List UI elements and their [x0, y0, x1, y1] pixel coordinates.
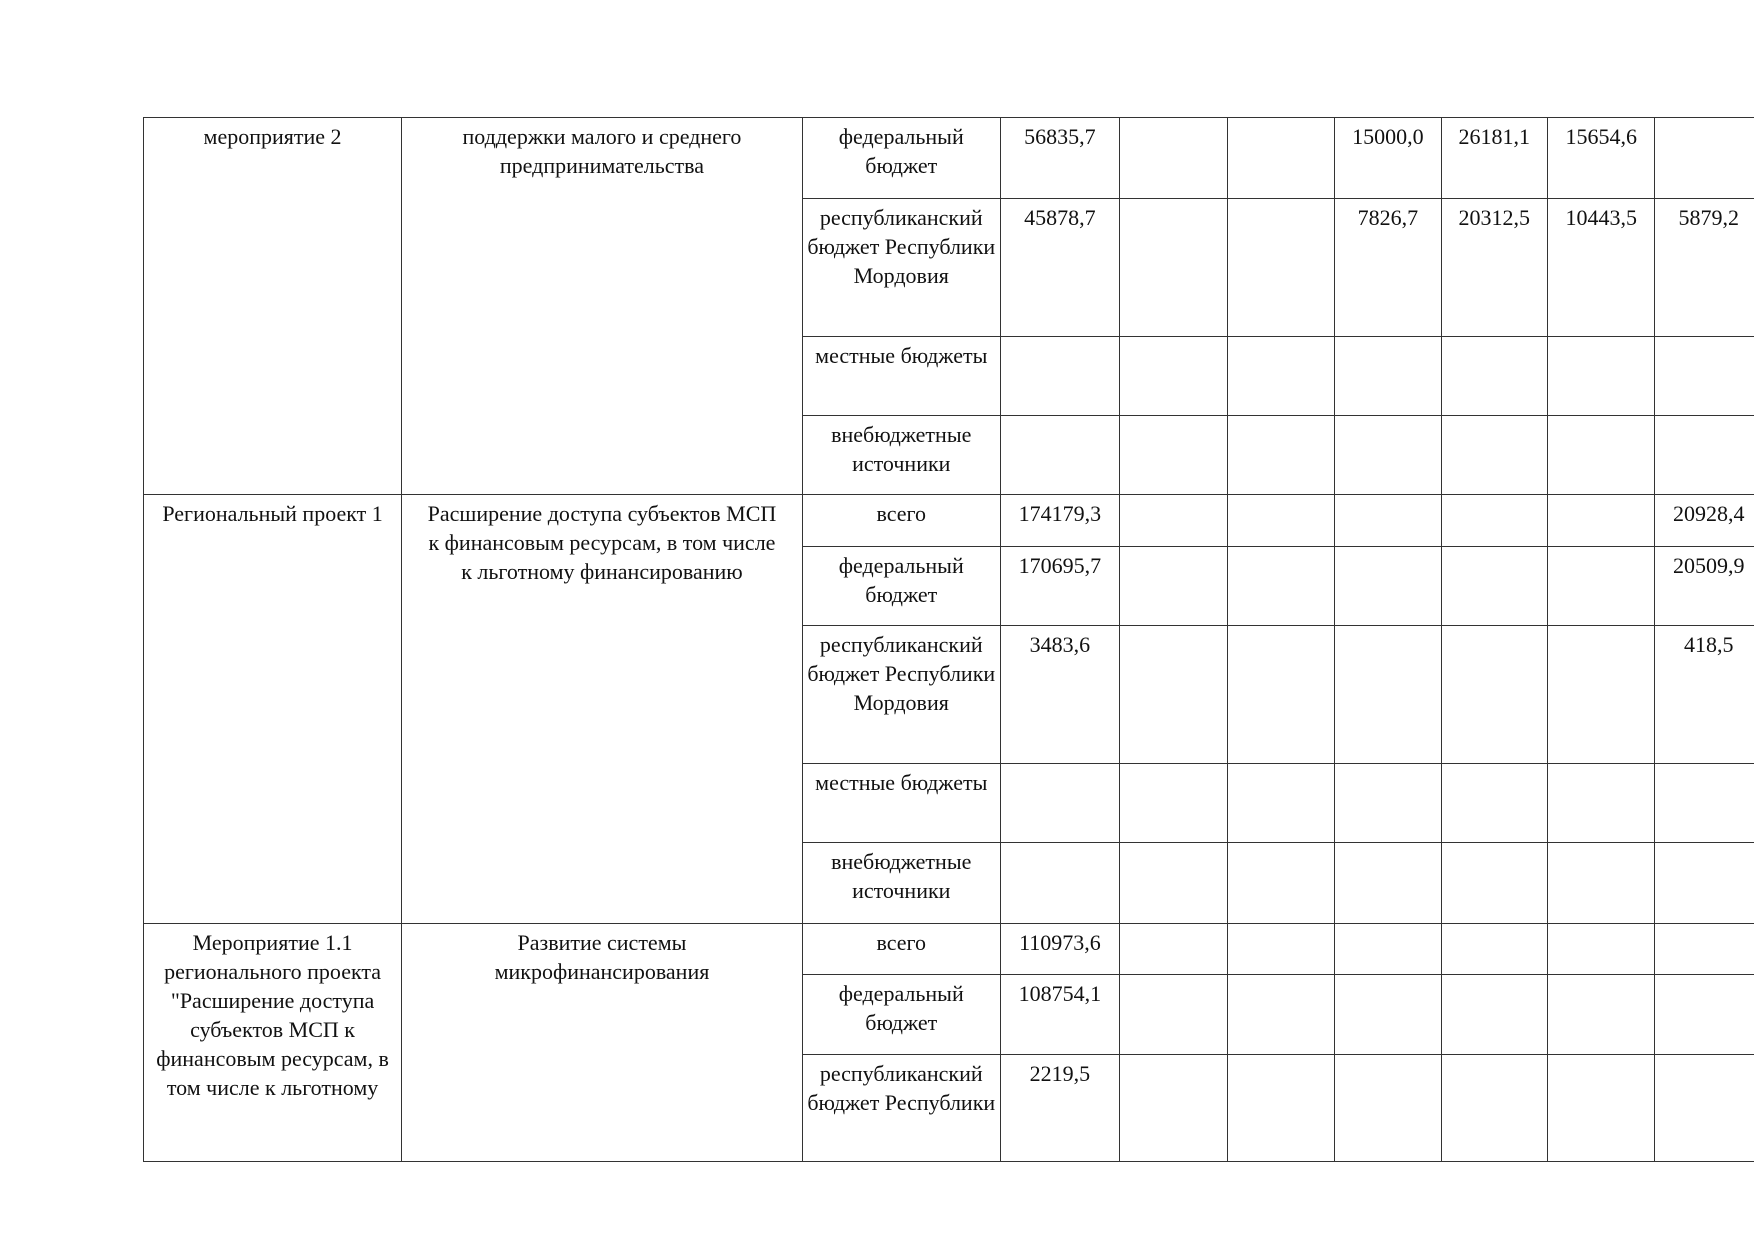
value-cell — [1548, 626, 1655, 764]
value-cell — [1120, 416, 1227, 495]
value-cell: 170695,7 — [1000, 547, 1120, 626]
value-cell — [1227, 764, 1334, 843]
value-cell — [1120, 764, 1227, 843]
value-cell: 20312,5 — [1441, 199, 1547, 337]
value-cell: 20928,4 — [1655, 495, 1754, 547]
value-cell — [1335, 626, 1441, 764]
value-cell — [1227, 626, 1334, 764]
value-cell — [1441, 626, 1547, 764]
value-cell — [1335, 975, 1441, 1055]
value-cell: 15000,0 — [1335, 118, 1441, 199]
value-cell — [1655, 337, 1754, 416]
value-cell — [1655, 843, 1754, 924]
value-cell: 7826,7 — [1335, 199, 1441, 337]
value-cell — [1548, 416, 1655, 495]
value-cell: 418,5 — [1655, 626, 1754, 764]
value-cell — [1548, 764, 1655, 843]
value-cell: 45878,7 — [1000, 199, 1120, 337]
value-cell — [1227, 416, 1334, 495]
value-cell — [1655, 975, 1754, 1055]
value-cell — [1000, 337, 1120, 416]
value-cell — [1000, 416, 1120, 495]
value-cell — [1441, 495, 1547, 547]
value-cell — [1548, 1055, 1655, 1162]
value-cell: 10443,5 — [1548, 199, 1655, 337]
value-cell — [1120, 1055, 1227, 1162]
value-cell — [1655, 416, 1754, 495]
value-cell: 15654,6 — [1548, 118, 1655, 199]
value-cell — [1655, 1055, 1754, 1162]
value-cell: 3483,6 — [1000, 626, 1120, 764]
item-name-cell: Мероприятие 1.1 регионального проекта "Расширение доступа субъектов МСП к финансовым ресурсам, в том числе к льготному — [144, 924, 402, 1162]
value-cell — [1441, 764, 1547, 843]
value-cell: 174179,3 — [1000, 495, 1120, 547]
value-cell — [1335, 924, 1441, 975]
funding-source-cell: федеральный бюджет — [802, 547, 1000, 626]
value-cell — [1441, 547, 1547, 626]
value-cell — [1335, 416, 1441, 495]
value-cell — [1335, 337, 1441, 416]
value-cell — [1120, 924, 1227, 975]
value-cell — [1548, 547, 1655, 626]
value-cell — [1655, 924, 1754, 975]
value-cell — [1335, 843, 1441, 924]
funding-source-cell: всего — [802, 495, 1000, 547]
value-cell — [1227, 843, 1334, 924]
table-row — [144, 495, 1754, 547]
funding-source-cell: республиканский бюджет Республики Мордовия — [802, 626, 1000, 764]
table-row — [144, 118, 1754, 199]
value-cell — [1548, 495, 1655, 547]
value-cell: 2219,5 — [1000, 1055, 1120, 1162]
value-cell — [1227, 199, 1334, 337]
value-cell — [1441, 843, 1547, 924]
value-cell — [1120, 626, 1227, 764]
value-cell — [1227, 337, 1334, 416]
value-cell — [1227, 975, 1334, 1055]
value-cell — [1000, 843, 1120, 924]
value-cell: 110973,6 — [1000, 924, 1120, 975]
value-cell — [1441, 924, 1547, 975]
value-cell — [1120, 118, 1227, 199]
funding-source-cell: местные бюджеты — [802, 337, 1000, 416]
value-cell — [1227, 495, 1334, 547]
funding-source-cell: федеральный бюджет — [802, 975, 1000, 1055]
value-cell — [1548, 843, 1655, 924]
value-cell — [1335, 547, 1441, 626]
value-cell — [1548, 975, 1655, 1055]
item-name-cell: мероприятие 2 — [144, 118, 402, 495]
value-cell — [1120, 975, 1227, 1055]
value-cell — [1000, 764, 1120, 843]
funding-source-cell: местные бюджеты — [802, 764, 1000, 843]
value-cell — [1441, 975, 1547, 1055]
value-cell — [1120, 547, 1227, 626]
item-description-cell: Расширение доступа субъектов МСП к финансовым ресурсам, в том числе к льготному финансированию — [402, 495, 803, 924]
value-cell — [1655, 118, 1754, 199]
value-cell — [1335, 764, 1441, 843]
value-cell: 108754,1 — [1000, 975, 1120, 1055]
funding-source-cell: республиканский бюджет Республики — [802, 1055, 1000, 1162]
item-description-cell: Развитие системы микрофинансирования — [402, 924, 803, 1162]
value-cell — [1441, 416, 1547, 495]
value-cell — [1548, 924, 1655, 975]
value-cell — [1548, 337, 1655, 416]
value-cell — [1120, 843, 1227, 924]
value-cell — [1335, 495, 1441, 547]
value-cell: 26181,1 — [1441, 118, 1547, 199]
funding-source-cell: внебюджетные источники — [802, 843, 1000, 924]
funding-source-cell: федеральный бюджет — [802, 118, 1000, 199]
value-cell — [1227, 118, 1334, 199]
value-cell — [1120, 199, 1227, 337]
value-cell — [1655, 764, 1754, 843]
value-cell: 20509,9 — [1655, 547, 1754, 626]
value-cell — [1227, 924, 1334, 975]
value-cell — [1441, 1055, 1547, 1162]
item-description-cell: поддержки малого и среднего предпринимательства — [402, 118, 803, 495]
funding-source-cell: всего — [802, 924, 1000, 975]
value-cell — [1120, 495, 1227, 547]
table-row — [144, 924, 1754, 975]
value-cell — [1120, 337, 1227, 416]
funding-source-cell: республиканский бюджет Республики Мордовия — [802, 199, 1000, 337]
value-cell: 5879,2 — [1655, 199, 1754, 337]
item-name-cell: Региональный проект 1 — [144, 495, 402, 924]
value-cell — [1227, 1055, 1334, 1162]
funding-table — [143, 117, 1754, 1162]
value-cell — [1335, 1055, 1441, 1162]
value-cell: 56835,7 — [1000, 118, 1120, 199]
value-cell — [1441, 337, 1547, 416]
funding-source-cell: внебюджетные источники — [802, 416, 1000, 495]
value-cell — [1227, 547, 1334, 626]
